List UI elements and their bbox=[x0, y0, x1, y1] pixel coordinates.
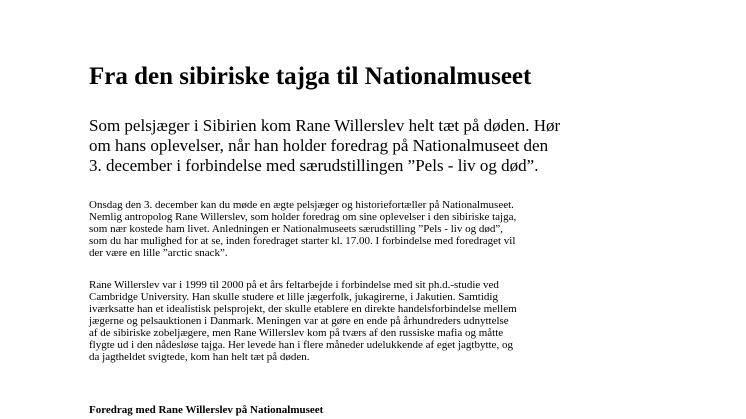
body-line: som du har mulighed for at se, inden foredraget starter kl. 17.00. I forbindelse med foredraget vil bbox=[89, 235, 516, 247]
body-line: Rane Willerslev var i 1999 til 2000 på et års feltarbejde i forbindelse med sit ph.d.-studie ved bbox=[89, 279, 499, 291]
body-line: jægerne og pelsauktionen i Danmark. Meningen var at gøre en ende på århundreders udnyttelse bbox=[89, 315, 509, 327]
body-paragraph-event bbox=[89, 199, 649, 259]
body-line: Cambridge University. Han skulle studere et lille jægerfolk, jukagirerne, i Jakutien. Samtidig bbox=[89, 291, 498, 303]
body-line: flygte ud i den nådesløse tajga. Her levede han i flere måneder udelukkende af eget jagtbytte, og bbox=[89, 339, 513, 351]
section-subheading: Foredrag med Rane Willerslev på Nationalmuseet bbox=[89, 404, 324, 416]
lead-line: 3. december i forbindelse med særudstillingen ”Pels - liv og død”. bbox=[89, 156, 539, 175]
lead-line: Som pelsjæger i Sibirien kom Rane Willerslev helt tæt på døden. Hør bbox=[89, 116, 561, 135]
body-line: som nær kostede ham livet. Anledningen er Nationalmuseets særudstilling ”Pels - liv og død”, bbox=[89, 223, 503, 235]
body-line: der være en lille ”arctic snack”. bbox=[89, 247, 228, 259]
body-line: Nemlig antropolog Rane Willerslev, som holder foredrag om sine oplevelser i den sibiriske tajga, bbox=[89, 211, 517, 223]
lead-line: om hans oplevelser, når han holder foredrag på Nationalmuseet den bbox=[89, 136, 549, 155]
body-line: iværksatte han et idealistisk pelsprojekt, der skulle etablere en direkte handelsforbindelse mellem bbox=[89, 303, 517, 315]
body-line: af de sibiriske zobeljægere, men Rane Willerslev kom på tværs af den russiske mafia og måtte bbox=[89, 327, 504, 339]
lead-paragraph bbox=[89, 116, 629, 176]
body-paragraph-background bbox=[89, 279, 649, 363]
document-title: Fra den sibiriske tajga til Nationalmuseet bbox=[89, 63, 532, 90]
body-line: da jagtheldet svigtede, kom han helt tæt på døden. bbox=[89, 351, 310, 363]
body-line: Onsdag den 3. december kan du møde en ægte pelsjæger og historiefortæller på Nationalmuseet. bbox=[89, 199, 514, 211]
